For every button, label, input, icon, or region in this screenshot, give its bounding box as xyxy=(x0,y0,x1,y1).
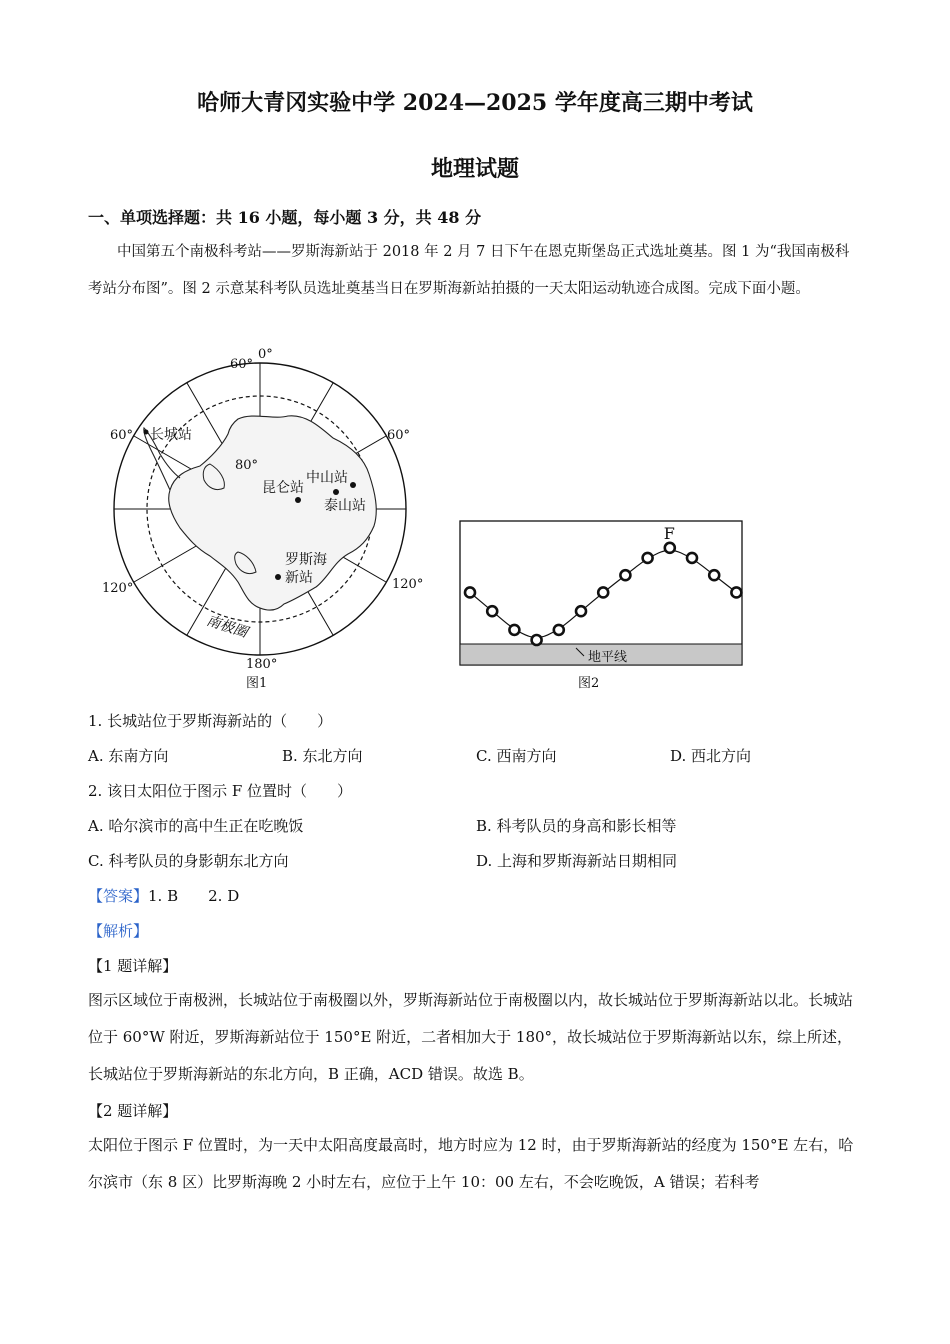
section-heading: 一、单项选择题：共 16 小题，每小题 3 分，共 48 分 xyxy=(88,208,482,227)
taishan-station-dot xyxy=(333,489,339,495)
answer-text: 1. B 2. D xyxy=(148,887,240,905)
changcheng-station-dot xyxy=(144,430,149,435)
label-80deg: 80° xyxy=(235,458,259,473)
label-luosi-2: 新站 xyxy=(285,570,313,586)
label-0deg: 0° xyxy=(258,347,273,362)
point-f-label: F xyxy=(663,523,675,543)
sun-position-7 xyxy=(620,570,630,580)
sun-position-10 xyxy=(687,553,697,563)
zhongshan-station-dot xyxy=(350,482,356,488)
label-changcheng: 长城站 xyxy=(150,427,192,443)
label-120-left: 120° xyxy=(102,581,134,596)
sun-position-3 xyxy=(532,635,542,645)
q1-option-a: A. 东南方向 xyxy=(88,747,169,765)
sun-position-11 xyxy=(709,570,719,580)
detail1-tag: 【1 题详解】 xyxy=(88,957,178,975)
q2-option-d: D. 上海和罗斯海新站日期相同 xyxy=(476,852,678,870)
intro-paragraph: 中国第五个南极科考站——罗斯海新站于 2018 年 2 月 7 日下午在恩克斯堡岛正式选址奠基。图 1 为“我国南极科考站分布图”。图 2 示意某科考队员选址奠基当日在罗斯海新站拍摄的一天太阳运动轨迹合成图。完成下面小题。 xyxy=(88,244,850,297)
exam-title: 哈师大青冈实验中学 2024—2025 学年度高三期中考试 xyxy=(197,90,753,116)
answer-line xyxy=(88,885,239,906)
label-taishan: 泰山站 xyxy=(324,498,366,514)
detail2-text: 太阳位于图示 F 位置时，为一天中太阳高度最高时，地方时应为 12 时，由于罗斯海新站的经度为 150°E 左右，哈尔滨市（东 8 区）比罗斯海晚 2 小时左右，应位于上午 10：00 左右，不会吃晚饭，A 错误；若科考 xyxy=(88,1136,854,1191)
sun-position-9 xyxy=(665,543,675,553)
luosi-station-dot xyxy=(275,574,281,580)
q2-option-c: C. 科考队员的身影朝东北方向 xyxy=(88,852,289,870)
q1-option-c: C. 西南方向 xyxy=(476,747,557,765)
kunlun-station-dot xyxy=(295,497,301,503)
q2-stem: 2. 该日太阳位于图示 F 位置时（ ） xyxy=(88,782,353,800)
sun-position-2 xyxy=(509,625,519,635)
figure1-antarctica-map xyxy=(98,342,438,692)
q2-option-b: B. 科考队员的身高和影长相等 xyxy=(476,817,677,835)
sun-position-5 xyxy=(576,606,586,616)
detail2-tag: 【2 题详解】 xyxy=(88,1102,178,1120)
label-120-right: 120° xyxy=(392,577,424,592)
label-60-right: 60° xyxy=(387,428,411,443)
label-kunlun: 昆仑站 xyxy=(262,480,304,496)
exam-subtitle: 地理试题 xyxy=(430,156,519,182)
detail1-text: 图示区域位于南极洲，长城站位于南极圈以外，罗斯海新站位于南极圈以内，故长城站位于罗斯海新站以北。长城站位于 60°W 附近，罗斯海新站位于 150°E 附近，二者相加大于 180°，故长城站位于罗斯海新站以东，综上所述，长城站位于罗斯海新站的东北方向，B 正确，ACD 错误。故选 B。 xyxy=(88,991,854,1083)
analysis-tag: 【解析】 xyxy=(88,922,149,940)
sun-position-8 xyxy=(643,553,653,563)
q1-option-d: D. 西北方向 xyxy=(670,747,752,765)
q2-option-a: A. 哈尔滨市的高中生正在吃晚饭 xyxy=(88,817,304,835)
figure1-caption: 图1 xyxy=(246,676,268,691)
figure2-caption: 图2 xyxy=(578,676,600,691)
sun-position-4 xyxy=(554,625,564,635)
horizon-label: 地平线 xyxy=(588,650,628,665)
label-luosi-1: 罗斯海 xyxy=(285,552,327,568)
sun-position-1 xyxy=(487,606,497,616)
q1-stem: 1. 长城站位于罗斯海新站的（ ） xyxy=(88,712,333,730)
sun-position-0 xyxy=(465,587,475,597)
sun-position-12 xyxy=(731,587,741,597)
q1-option-b: B. 东北方向 xyxy=(282,747,363,765)
sun-position-6 xyxy=(598,587,608,597)
label-antarctic-circle: 南极圈 xyxy=(204,612,250,642)
label-60-left: 60° xyxy=(110,428,134,443)
answer-tag: 【答案】 xyxy=(88,887,149,905)
label-zhongshan: 中山站 xyxy=(306,470,348,486)
label-180deg: 180° xyxy=(246,657,278,672)
figure2-sun-path-chart xyxy=(458,518,744,670)
label-60-top: 60° xyxy=(230,357,254,372)
